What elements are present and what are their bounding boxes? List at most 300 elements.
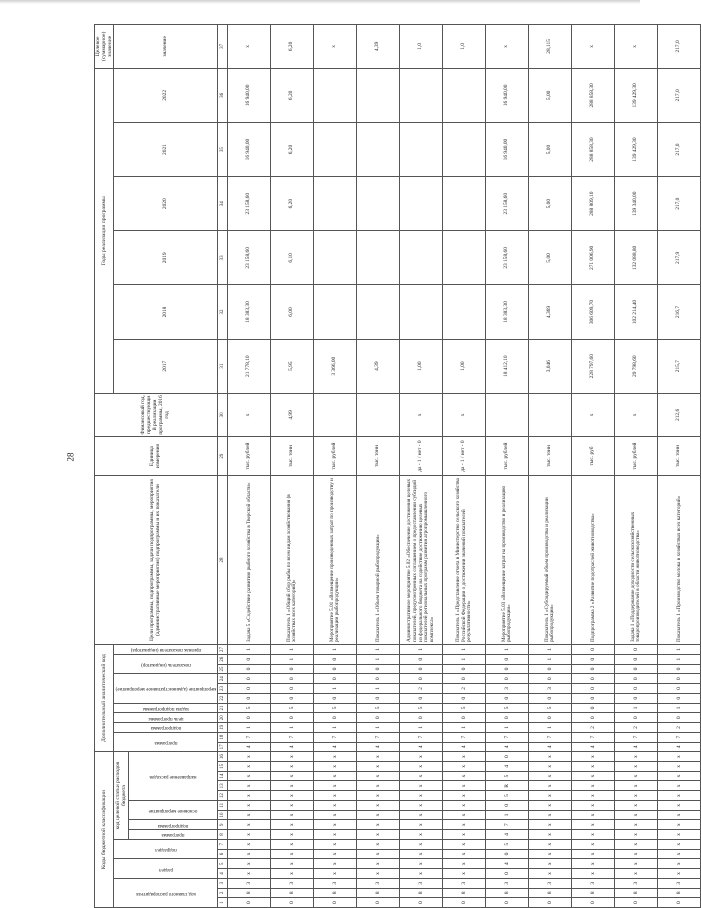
code-cell: 3: [486, 684, 529, 694]
code-cell: 8: [357, 888, 400, 898]
code-cell: 1: [271, 645, 314, 655]
row-value-2017: 5,95: [271, 339, 314, 393]
code-cell: х: [443, 771, 486, 781]
code-cell: х: [615, 859, 658, 869]
row-value-2018: [357, 285, 400, 339]
code-cell: 4: [486, 859, 529, 869]
row-value-2017: 1,00: [400, 339, 443, 393]
row-value-2021: 217,0: [658, 122, 701, 176]
code-cell: х: [357, 869, 400, 879]
header-year-2020: 2020: [114, 177, 218, 231]
row-unit: тыс. рублей: [486, 437, 529, 476]
row-value-2019: 6,10: [271, 231, 314, 285]
code-cell: х: [228, 781, 271, 791]
code-cell: х: [529, 781, 572, 791]
code-cell: 0: [529, 664, 572, 674]
code-cell: 4: [271, 742, 314, 752]
column-number: 35: [218, 122, 228, 176]
code-cell: х: [357, 830, 400, 840]
row-value-2019: 132 088,80: [615, 231, 658, 285]
code-cell: 0: [572, 674, 615, 684]
code-cell: х: [572, 761, 615, 771]
code-cell: х: [572, 810, 615, 820]
row-value-2021: 5,00: [529, 122, 572, 176]
code-cell: 1: [486, 810, 529, 820]
code-cell: 0: [400, 664, 443, 674]
code-cell: 2: [400, 684, 443, 694]
code-cell: 0: [314, 674, 357, 684]
column-number: 21: [218, 703, 228, 713]
code-cell: 0: [486, 654, 529, 664]
code-cell: х: [271, 849, 314, 859]
header-subsection: подраздел: [155, 846, 177, 852]
column-number: 15: [218, 761, 228, 771]
row-unit: да - 1 / нет - 0: [400, 437, 443, 476]
code-cell: х: [357, 859, 400, 869]
code-cell: х: [443, 820, 486, 830]
row-value-2022: 16 940,00: [486, 68, 529, 122]
code-cell: х: [228, 761, 271, 771]
code-cell: х: [271, 781, 314, 791]
code-cell: х: [529, 869, 572, 879]
row-value-2019: [314, 231, 357, 285]
row-final-value: 28,115: [529, 25, 572, 69]
code-cell: 0: [615, 654, 658, 664]
row-value-2020: 23 158,60: [228, 177, 271, 231]
code-cell: х: [615, 771, 658, 781]
code-cell: х: [228, 810, 271, 820]
code-cell: 4: [486, 761, 529, 771]
row-value-2021: [314, 122, 357, 176]
row-final-value: 4,39: [357, 25, 400, 69]
code-cell: 0: [572, 645, 615, 655]
code-cell: 0: [271, 674, 314, 684]
column-number: 33: [218, 231, 228, 285]
code-cell: 0: [228, 664, 271, 674]
code-cell: х: [615, 752, 658, 762]
code-cell: 0: [400, 674, 443, 684]
header-budget-class: Коды бюджетной классификации: [95, 752, 114, 908]
code-cell: х: [314, 869, 357, 879]
column-number: 2: [218, 888, 228, 898]
row-value-2020: 217,0: [658, 177, 701, 231]
code-cell: х: [615, 781, 658, 791]
column-number: 13: [218, 781, 228, 791]
code-cell: х: [400, 849, 443, 859]
row-unit: тыс. руб: [572, 437, 615, 476]
column-number: 30: [218, 393, 228, 436]
code-cell: 0: [529, 898, 572, 908]
code-cell: 1: [314, 723, 357, 733]
header-year-2022: 2022: [114, 68, 218, 122]
code-cell: х: [658, 781, 701, 791]
header-final-value: Целевое (суммарное) значение: [95, 25, 114, 69]
code-cell: х: [572, 800, 615, 810]
code-cell: 4: [443, 742, 486, 752]
code-cell: х: [443, 859, 486, 869]
row-value-2017: 3,046: [529, 339, 572, 393]
code-cell: х: [314, 771, 357, 781]
row-value-2021: [357, 122, 400, 176]
row-unit: тыс. тонн: [529, 437, 572, 476]
column-number: 12: [218, 791, 228, 801]
row-value-2022: 16 940,00: [228, 68, 271, 122]
code-cell: 0: [357, 693, 400, 703]
table-row: [658, 25, 701, 908]
code-cell: х: [658, 800, 701, 810]
column-number: 36: [218, 68, 228, 122]
header-section: раздел: [158, 866, 173, 872]
code-cell: х: [400, 791, 443, 801]
row-value-2017: 4,39: [357, 339, 400, 393]
code-cell: х: [314, 800, 357, 810]
code-cell: х: [529, 810, 572, 820]
code-cell: 7: [357, 732, 400, 742]
table-row: [400, 25, 443, 908]
row-final-value: х: [572, 25, 615, 69]
code-cell: 0: [572, 693, 615, 703]
column-number: 25: [218, 664, 228, 674]
row-base-value: 212,6: [658, 393, 701, 436]
table-body: [218, 25, 701, 908]
code-cell: х: [615, 849, 658, 859]
header-extra-goal: цель программы: [148, 715, 184, 721]
column-number: 26: [218, 654, 228, 664]
code-cell: х: [572, 849, 615, 859]
code-cell: х: [529, 839, 572, 849]
code-cell: х: [357, 771, 400, 781]
code-cell: х: [228, 859, 271, 869]
code-cell: х: [400, 781, 443, 791]
row-name: Мероприятие 5.01 «Возмещение произведенных затрат по производству и реализации рыбопродукции»: [314, 476, 357, 645]
row-value-2020: [314, 177, 357, 231]
code-cell: х: [572, 771, 615, 781]
code-cell: 3: [658, 878, 701, 888]
code-cell: х: [314, 791, 357, 801]
code-cell: 0: [357, 674, 400, 684]
code-cell: 4: [228, 742, 271, 752]
code-cell: х: [400, 752, 443, 762]
table-row: [486, 25, 529, 908]
code-cell: х: [658, 761, 701, 771]
row-value-2018: 102 214,40: [615, 285, 658, 339]
code-cell: 0: [486, 693, 529, 703]
row-value-2021: [443, 122, 486, 176]
column-number: 5: [218, 859, 228, 869]
code-cell: 5: [529, 703, 572, 713]
code-cell: х: [357, 791, 400, 801]
code-cell: х: [228, 830, 271, 840]
header-target-item: код целевой статьи расходов бюджета: [114, 752, 129, 840]
header-extra-indicator-sign: признак показателя (индикатора): [130, 647, 202, 653]
column-number: 24: [218, 674, 228, 684]
row-value-2017: 3 366,00: [314, 339, 357, 393]
code-cell: х: [529, 752, 572, 762]
code-cell: 0: [658, 693, 701, 703]
row-value-2018: [314, 285, 357, 339]
column-number: 17: [218, 742, 228, 752]
code-cell: х: [314, 752, 357, 762]
code-cell: 4: [529, 742, 572, 752]
code-cell: 0: [271, 664, 314, 674]
column-number: 16: [218, 752, 228, 762]
code-cell: х: [658, 839, 701, 849]
code-cell: х: [658, 752, 701, 762]
code-cell: х: [357, 800, 400, 810]
row-value-2022: 6,20: [271, 68, 314, 122]
header-base-year: Финансовый год, предшествующий реализации программы, 2016 год: [95, 393, 218, 436]
code-cell: х: [529, 771, 572, 781]
code-cell: 4: [314, 742, 357, 752]
code-cell: 0: [314, 898, 357, 908]
code-cell: х: [271, 820, 314, 830]
code-cell: 7: [529, 732, 572, 742]
column-number: 37: [218, 25, 228, 69]
row-base-value: [357, 393, 400, 436]
column-number: 31: [218, 339, 228, 393]
code-cell: 0: [357, 713, 400, 723]
code-cell: х: [529, 820, 572, 830]
code-cell: 8: [615, 888, 658, 898]
code-cell: х: [357, 781, 400, 791]
code-cell: 0: [486, 664, 529, 674]
code-cell: 1: [443, 654, 486, 664]
code-cell: 8: [529, 888, 572, 898]
code-cell: х: [658, 810, 701, 820]
code-cell: 0: [615, 693, 658, 703]
row-value-2017: 215,7: [658, 339, 701, 393]
header-year-2018: 2018: [114, 285, 218, 339]
code-cell: 1: [228, 723, 271, 733]
row-final-value: х: [314, 25, 357, 69]
code-cell: 0: [228, 713, 271, 723]
table-row: [314, 25, 357, 908]
code-cell: 0: [486, 713, 529, 723]
code-cell: 1: [314, 645, 357, 655]
code-cell: х: [658, 830, 701, 840]
code-cell: 2: [658, 723, 701, 733]
code-cell: х: [658, 791, 701, 801]
code-cell: 1: [400, 723, 443, 733]
code-cell: х: [400, 771, 443, 781]
code-cell: 1: [529, 654, 572, 664]
code-cell: 0: [615, 645, 658, 655]
code-cell: х: [572, 869, 615, 879]
code-cell: 5: [486, 839, 529, 849]
column-number-row: [218, 25, 228, 908]
code-cell: 0: [357, 664, 400, 674]
code-cell: х: [443, 761, 486, 771]
code-cell: 3: [615, 878, 658, 888]
code-cell: х: [529, 830, 572, 840]
row-value-2018: 216,7: [658, 285, 701, 339]
code-cell: х: [615, 810, 658, 820]
code-cell: 0: [228, 654, 271, 664]
code-cell: х: [228, 771, 271, 781]
code-cell: 2: [572, 723, 615, 733]
code-cell: 0: [615, 664, 658, 674]
row-value-2022: 139 429,30: [615, 68, 658, 122]
code-cell: х: [314, 761, 357, 771]
code-cell: х: [529, 849, 572, 859]
code-cell: 8: [572, 888, 615, 898]
header-subprogram: подпрограмма: [158, 822, 189, 828]
row-name: Показатель 1 «Производство молока в хозяйствах всех категорий»: [658, 476, 701, 645]
code-cell: 7: [314, 732, 357, 742]
code-cell: х: [529, 791, 572, 801]
table-row: [357, 25, 400, 908]
code-cell: х: [271, 791, 314, 801]
code-cell: 0: [271, 684, 314, 694]
code-cell: 0: [443, 664, 486, 674]
code-cell: 1: [271, 723, 314, 733]
row-value-2019: 23 158,60: [486, 231, 529, 285]
code-cell: 0: [271, 898, 314, 908]
row-value-2020: [400, 177, 443, 231]
code-cell: 4: [572, 742, 615, 752]
row-unit: да - 1 / нет - 0: [443, 437, 486, 476]
rotated-sheet: [94, 24, 683, 908]
code-cell: 5: [314, 703, 357, 713]
code-cell: х: [658, 859, 701, 869]
code-cell: 0: [271, 713, 314, 723]
header-extra-indicator: показатель (индикатор): [141, 661, 191, 667]
row-value-2019: 271 006,90: [572, 231, 615, 285]
row-name: Задача 5 «Содействие развитию рыбного хозяйства в Тверской области»: [228, 476, 271, 645]
code-cell: х: [357, 849, 400, 859]
code-cell: х: [572, 830, 615, 840]
code-cell: 1: [357, 645, 400, 655]
header-year-2017: 2017: [114, 339, 218, 393]
header-extra-task: задача подпрограммы: [142, 705, 190, 711]
code-cell: х: [615, 839, 658, 849]
row-value-2021: 288 858,30: [572, 122, 615, 176]
row-value-2021: [400, 122, 443, 176]
code-cell: х: [615, 820, 658, 830]
code-cell: 4: [615, 742, 658, 752]
table-row: [572, 25, 615, 908]
code-cell: х: [615, 761, 658, 771]
column-number: 14: [218, 771, 228, 781]
code-cell: 0: [486, 898, 529, 908]
row-unit: тыс. тонн: [271, 437, 314, 476]
code-cell: х: [228, 839, 271, 849]
code-cell: 8: [314, 888, 357, 898]
code-cell: х: [357, 810, 400, 820]
row-value-2018: 6,00: [271, 285, 314, 339]
code-cell: 0: [314, 654, 357, 664]
code-cell: х: [228, 820, 271, 830]
code-cell: 0: [615, 898, 658, 908]
row-value-2021: 6,20: [271, 122, 314, 176]
header-extra-subprogram: подпрограмма: [150, 725, 182, 731]
code-cell: 0: [529, 693, 572, 703]
column-number: 4: [218, 869, 228, 879]
row-base-value: 4,99: [271, 393, 314, 436]
column-number: 28: [218, 476, 228, 645]
code-cell: 0: [228, 898, 271, 908]
code-cell: 0: [658, 898, 701, 908]
code-cell: 0: [486, 752, 529, 762]
code-cell: 0: [271, 693, 314, 703]
column-number: 11: [218, 800, 228, 810]
code-cell: 7: [658, 732, 701, 742]
header-unit: Единица измерения: [95, 437, 218, 476]
row-value-2018: 4,369: [529, 285, 572, 339]
row-final-value: 6,20: [271, 25, 314, 69]
code-cell: х: [615, 800, 658, 810]
column-number: 19: [218, 723, 228, 733]
table-row: [529, 25, 572, 908]
code-cell: 0: [400, 898, 443, 908]
code-cell: 1: [357, 723, 400, 733]
code-cell: 0: [658, 684, 701, 694]
code-cell: х: [443, 810, 486, 820]
row-value-2017: 18 412,10: [486, 339, 529, 393]
row-unit: тыс. тонн: [357, 437, 400, 476]
code-cell: 1: [529, 645, 572, 655]
code-cell: 1: [400, 645, 443, 655]
code-cell: 0: [572, 713, 615, 723]
header-extra-program: программа: [154, 739, 178, 745]
code-cell: R: [486, 781, 529, 791]
column-number: 23: [218, 684, 228, 694]
code-cell: х: [572, 752, 615, 762]
row-unit: тыс. рублей: [314, 437, 357, 476]
code-cell: х: [400, 859, 443, 869]
code-cell: х: [572, 820, 615, 830]
page-number: 28: [65, 452, 76, 462]
code-cell: 5: [486, 703, 529, 713]
row-value-2021: 16 940,00: [486, 122, 529, 176]
code-cell: 4: [357, 742, 400, 752]
row-name: Показатель 1 «Общий сбор рыбы по всем видам хозяйствования (в хозяйствах всех категорий)»: [271, 476, 314, 645]
code-cell: 7: [443, 732, 486, 742]
table-row: [615, 25, 658, 908]
column-number: 1: [218, 898, 228, 908]
row-value-2019: 217,9: [658, 231, 701, 285]
code-cell: 2: [443, 684, 486, 694]
code-cell: х: [443, 781, 486, 791]
scan-edge: [0, 0, 640, 4]
code-cell: 0: [486, 674, 529, 684]
code-cell: х: [228, 849, 271, 859]
code-cell: 3: [529, 878, 572, 888]
row-value-2022: [443, 68, 486, 122]
code-cell: 0: [529, 713, 572, 723]
code-cell: 3: [314, 878, 357, 888]
code-cell: 8: [486, 888, 529, 898]
header-extra-class: Дополнительный аналитический код: [95, 645, 114, 752]
code-cell: 7: [615, 732, 658, 742]
row-base-value: х: [400, 393, 443, 436]
row-value-2021: 16 940,00: [228, 122, 271, 176]
header-years: Годы реализации программы: [95, 68, 114, 393]
table-row: [271, 25, 314, 908]
code-cell: 0: [572, 898, 615, 908]
code-cell: х: [615, 869, 658, 879]
code-cell: 5: [486, 791, 529, 801]
code-cell: х: [572, 791, 615, 801]
code-cell: 8: [228, 888, 271, 898]
code-cell: 1: [357, 684, 400, 694]
code-cell: 4: [400, 742, 443, 752]
row-value-2017: 29 798,60: [615, 339, 658, 393]
code-cell: 0: [228, 684, 271, 694]
code-cell: 0: [615, 684, 658, 694]
code-cell: 0: [658, 674, 701, 684]
code-cell: х: [271, 752, 314, 762]
